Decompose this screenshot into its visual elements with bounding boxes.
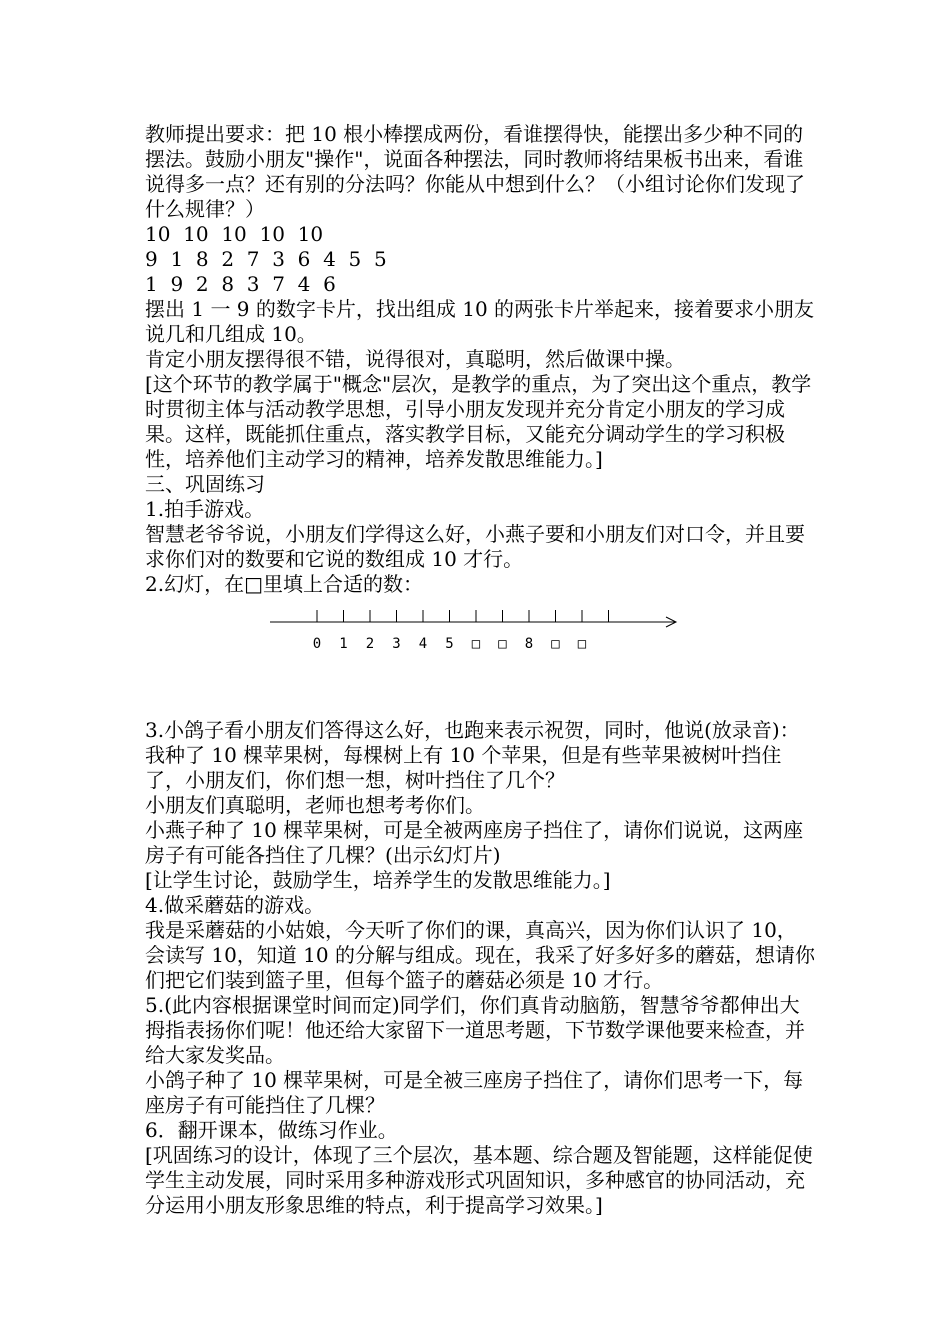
paragraph-clap-game-rule: 智慧老爷爷说，小朋友们学得这么好，小燕子要和小朋友们对口令，并且要求你们对的数要和它说的数组成 10 才行。 (145, 522, 805, 571)
paragraph-two-houses: 小燕子种了 10 棵苹果树，可是全被两座房子挡住了，请你们说说，这两座房子有可能各挡住了几棵？(出示幻灯片) (145, 818, 804, 867)
number-line-label: 3 (392, 636, 401, 652)
paragraph-teaching-note-discussion: [让学生讨论，鼓励学生，培养学生的发散思维能力。] (145, 868, 611, 892)
paragraph-teaching-note-practice: [巩固练习的设计，体现了三个层次，基本题、综合题及智能题，这样能促使学生主动发展，同时采用多种游戏形式巩固知识，多种感官的协同活动，充分运用小朋友形象思维的特点，利于提高学习效果。] (145, 1143, 813, 1217)
number-line-label: 2 (365, 636, 375, 652)
paragraph-task-requirements: 教师提出要求：把 10 根小棒摆成两份，看谁摆得快，能摆出多少种不同的摆法。鼓励小朋友"操作"，说面各种摆法，同时教师将结果板书出来，看谁说得多一点？还有别的分法吗？你能从中想到什么？（小组讨论你们发现了什么规律？） (145, 122, 805, 221)
number-row-decomposition-2: 1 9 2 8 3 7 4 6 (145, 272, 336, 296)
paragraph-three-houses: 小鸽子种了 10 棵苹果树，可是全被三座房子挡住了，请你们思考一下，每座房子有可能挡住了几棵？ (145, 1068, 804, 1117)
number-line-blank-box: □ (498, 636, 507, 652)
number-line-ticks (317, 610, 609, 622)
number-line-label: 8 (524, 636, 534, 652)
paragraph-slide-fill: 2.幻灯，在□里填上合适的数： (145, 572, 423, 596)
paragraph-teaching-note-concept: [这个环节的教学属于"概念"层次，是教学的重点，为了突出这个重点，教学时贯彻主体与活动教学思想，引导小朋友发现并充分肯定小朋友的学习成果。这样，既能抓住重点，落实教学目标，又能充分调动学生的学习积极性，培养他们主动学习的精神，培养发散思维能力。] (145, 372, 812, 471)
number-line-label: 4 (418, 636, 428, 652)
number-row-tens: 10 10 10 10 10 (145, 222, 324, 246)
paragraph-thinking-question: 5.(此内容根据课堂时间而定)同学们，你们真肯动脑筋，智慧爷爷都伸出大拇指表扬你们呢！他还给大家留下一道思考题，下节数学课他要来检查，并给大家发奖品。 (145, 993, 805, 1067)
lesson-section-top (145, 122, 815, 597)
number-line-blank-box: □ (551, 636, 560, 652)
number-row-decomposition-1: 9 1 8 2 7 3 6 4 5 5 (145, 247, 387, 271)
number-line-label: 5 (445, 636, 454, 652)
paragraph-praise: 肯定小朋友摆得很不错，说得很对，真聪明，然后做课中操。 (145, 347, 685, 371)
number-line-label: 1 (339, 636, 348, 652)
number-line-labels (313, 636, 587, 652)
paragraph-mushroom-story: 我是采蘑菇的小姑娘，今天听了你们的课，真高兴，因为你们认识了 10，会读写 10，知道 10 的分解与组成。现在，我采了好多好多的蘑菇，想请你们把它们装到篮子里，但每个篮子的蘑菇必须是 10 才行。 (145, 918, 815, 992)
number-line-diagram (270, 600, 690, 660)
paragraph-mushroom-game: 4.做采蘑菇的游戏。 (145, 893, 325, 917)
paragraph-clap-game: 1.拍手游戏。 (145, 497, 265, 521)
paragraph-textbook-exercise: 6．翻开课本，做练习作业。 (145, 1118, 398, 1142)
number-line-label: 0 (312, 636, 322, 652)
paragraph-apple-tree-story: 3.小鸽子看小朋友们答得这么好，也跑来表示祝贺，同时，他说(放录音)：我种了 10 棵苹果树，每棵树上有 10 个苹果，但是有些苹果被树叶挡住了，小朋友们，你们想一想，树叶挡住了几个？ (145, 718, 800, 792)
lesson-section-bottom (145, 718, 815, 1218)
paragraph-teacher-quiz: 小朋友们真聪明，老师也想考考你们。 (145, 793, 485, 817)
number-line-blank-box: □ (471, 636, 481, 652)
number-line-blank-box: □ (577, 636, 587, 652)
section-heading-practice: 三、巩固练习 (145, 472, 265, 496)
paragraph-number-cards: 摆出 1 一 9 的数字卡片，找出组成 10 的两张卡片举起来，接着要求小朋友说几和几组成 10。 (145, 297, 815, 346)
